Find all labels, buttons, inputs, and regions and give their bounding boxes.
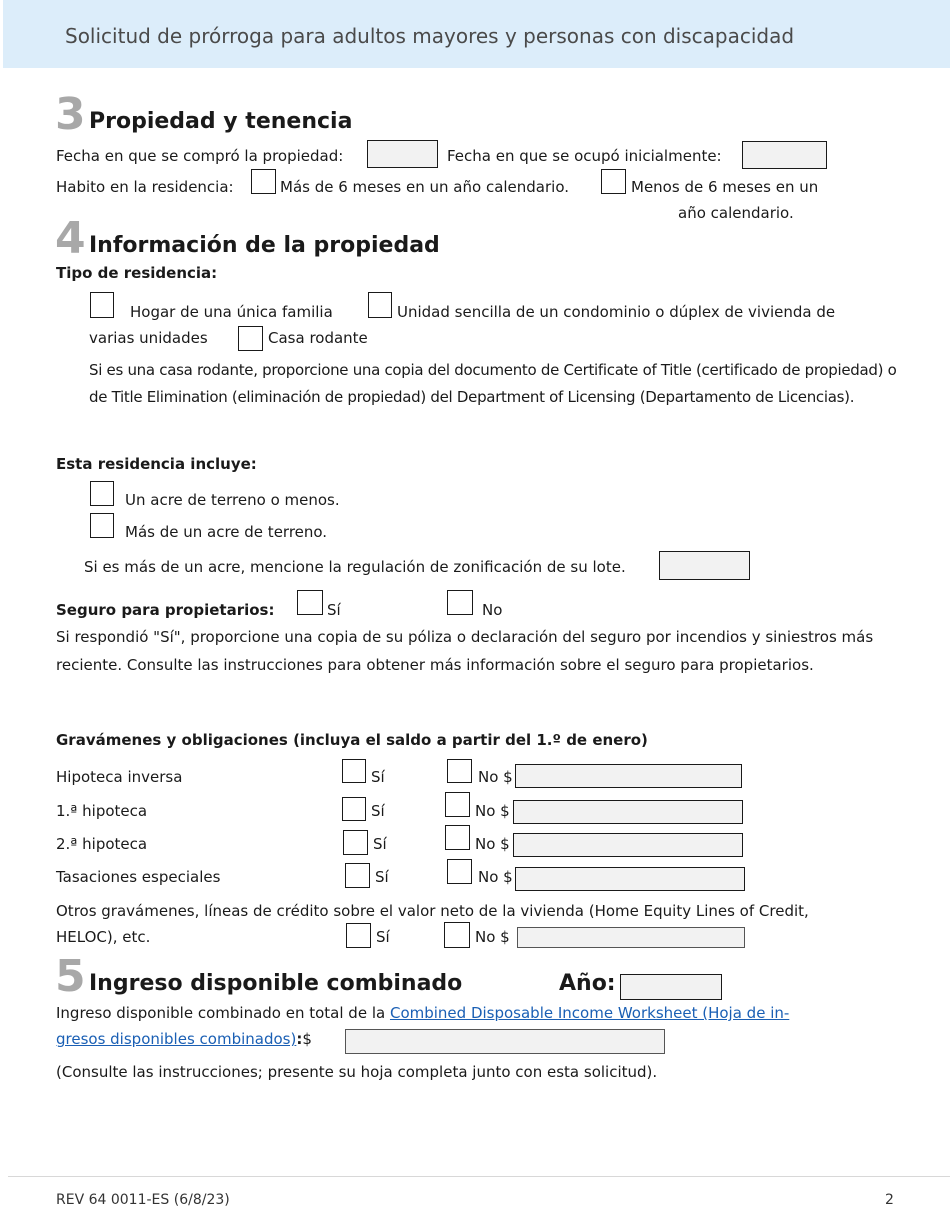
section-4-title: Información de la propiedad (89, 233, 440, 258)
more-than-acre-label: Más de un acre de terreno. (125, 523, 328, 541)
lien-label-special-assessments: Tasaciones especiales (56, 868, 221, 886)
lien-reverse-mortgage-no-checkbox[interactable] (447, 759, 472, 783)
worksheet-link[interactable]: Combined Disposable Income Worksheet (Hoja de in- (389, 1004, 790, 1022)
lien-no-dollar-label: No $ (475, 835, 510, 853)
lien-special-assessments-yes-checkbox[interactable] (345, 863, 370, 888)
section-3-number: 3 (55, 89, 86, 140)
purchase-date-field[interactable] (367, 140, 438, 168)
section-3-title: Propiedad y tenencia (89, 109, 353, 134)
section-4-number: 4 (55, 213, 86, 264)
zoning-label: Si es más de un acre, mencione la regulación de zonificación de su lote. (84, 558, 626, 576)
residence-type-label: Tipo de residencia: (56, 264, 218, 282)
insurance-no-checkbox[interactable] (447, 590, 473, 615)
section-5-title: Ingreso disponible combinado (89, 971, 463, 996)
lien-yes-label: Sí (375, 868, 389, 886)
single-family-label: Hogar de una única familia (130, 303, 333, 321)
lien-label-second-mortgage: 2.ª hipoteca (56, 835, 148, 853)
insurance-label: Seguro para propietarios: (56, 601, 275, 619)
less-than-6-months-label-2: año calendario. (678, 204, 794, 222)
lien-special-assessments-amount-field[interactable] (515, 867, 745, 891)
other-liens-yes-checkbox[interactable] (346, 923, 371, 948)
more-than-6-months-checkbox[interactable] (251, 169, 276, 194)
lien-second-mortgage-yes-checkbox[interactable] (343, 830, 368, 855)
lien-first-mortgage-amount-field[interactable] (513, 800, 743, 824)
lien-yes-label: Sí (376, 928, 390, 946)
condo-label-2: varias unidades (89, 329, 208, 347)
purchase-date-label: Fecha en que se compró la propiedad: (56, 147, 344, 165)
other-liens-label-2: HELOC), etc. (56, 928, 151, 946)
lien-yes-label: Sí (373, 835, 387, 853)
section-5-number: 5 (55, 951, 86, 1002)
condo-label-1: Unidad sencilla de un condominio o dúplex de vivienda de (397, 303, 836, 321)
income-dollar: $ (302, 1030, 312, 1048)
lien-yes-label: Sí (371, 768, 385, 786)
habit-label: Habito en la residencia: (56, 178, 234, 196)
one-acre-or-less-label: Un acre de terreno o menos. (125, 491, 340, 509)
lien-no-dollar-label: No $ (475, 802, 510, 820)
lien-label-reverse-mortgage: Hipoteca inversa (56, 768, 183, 786)
lien-special-assessments-no-checkbox[interactable] (447, 859, 472, 884)
mobile-home-checkbox[interactable] (238, 326, 263, 351)
lien-no-dollar-label: No $ (478, 868, 513, 886)
residence-includes-label: Esta residencia incluye: (56, 455, 257, 473)
income-text-line-2 (56, 1029, 312, 1049)
combined-income-field[interactable] (345, 1029, 665, 1054)
mobile-home-label: Casa rodante (268, 329, 368, 347)
lien-label-first-mortgage: 1.ª hipoteca (56, 802, 148, 820)
more-than-6-months-label: Más de 6 meses en un año calendario. (280, 178, 570, 196)
insurance-no-label: No (482, 601, 503, 619)
lien-first-mortgage-yes-checkbox[interactable] (342, 797, 366, 821)
year-label: Año: (559, 971, 616, 996)
form-id: REV 64 0011-ES (6/8/23) (56, 1192, 230, 1208)
lien-first-mortgage-no-checkbox[interactable] (445, 792, 470, 817)
lien-second-mortgage-no-checkbox[interactable] (445, 825, 470, 850)
lien-reverse-mortgage-yes-checkbox[interactable] (342, 759, 366, 783)
other-liens-no-checkbox[interactable] (444, 922, 470, 948)
liens-title: Gravámenes y obligaciones (incluya el saldo a partir del 1.º de enero) (56, 731, 648, 749)
insurance-yes-label: Sí (327, 601, 341, 619)
occupied-date-field[interactable] (742, 141, 827, 169)
lien-no-dollar-label: No $ (478, 768, 513, 786)
income-instructions: (Consulte las instrucciones; presente su hoja completa junto con esta solicitud). (56, 1063, 658, 1081)
page-number: 2 (885, 1192, 894, 1208)
income-text-prefix: Ingreso disponible combinado en total de la (56, 1004, 386, 1022)
lien-reverse-mortgage-amount-field[interactable] (515, 764, 742, 788)
page-header (3, 0, 950, 68)
income-colon: : (296, 1030, 303, 1048)
insurance-yes-checkbox[interactable] (297, 590, 323, 615)
other-liens-label-1: Otros gravámenes, líneas de crédito sobre el valor neto de la vivienda (Home Equity Lines of Credit, (56, 902, 809, 920)
lien-second-mortgage-amount-field[interactable] (513, 833, 743, 857)
insurance-note: Si respondió "Sí", proporcione una copia de su póliza o declaración del seguro por incendios y siniestros más reciente. Consulte las instrucciones para obtener más información sobre el seguro para propietarios. (56, 628, 874, 674)
lien-yes-label: Sí (371, 802, 385, 820)
mobile-home-note: Si es una casa rodante, proporcione una copia del documento de Certificate of Title (certificado de propiedad) o de Title Elimination (eliminación de propiedad) del Department of Licensing (Departamento de Licencias). (89, 361, 897, 406)
form-title: Solicitud de prórroga para adultos mayores y personas con discapacidad (65, 24, 795, 48)
lien-no-dollar-label: No $ (475, 928, 510, 946)
less-than-6-months-checkbox[interactable] (601, 169, 626, 194)
more-than-acre-checkbox[interactable] (90, 513, 114, 538)
zoning-field[interactable] (659, 551, 750, 580)
occupied-date-label: Fecha en que se ocupó inicialmente: (447, 147, 722, 165)
less-than-6-months-label-1: Menos de 6 meses en un (631, 178, 819, 196)
other-liens-amount-field[interactable] (517, 927, 745, 948)
year-field[interactable] (620, 974, 722, 1000)
one-acre-or-less-checkbox[interactable] (90, 481, 114, 506)
footer-divider (8, 1176, 950, 1177)
single-family-checkbox[interactable] (90, 292, 114, 318)
worksheet-link-continued[interactable]: gresos disponibles combinados) (56, 1030, 297, 1048)
income-text (56, 1003, 789, 1023)
condo-checkbox[interactable] (368, 292, 392, 318)
